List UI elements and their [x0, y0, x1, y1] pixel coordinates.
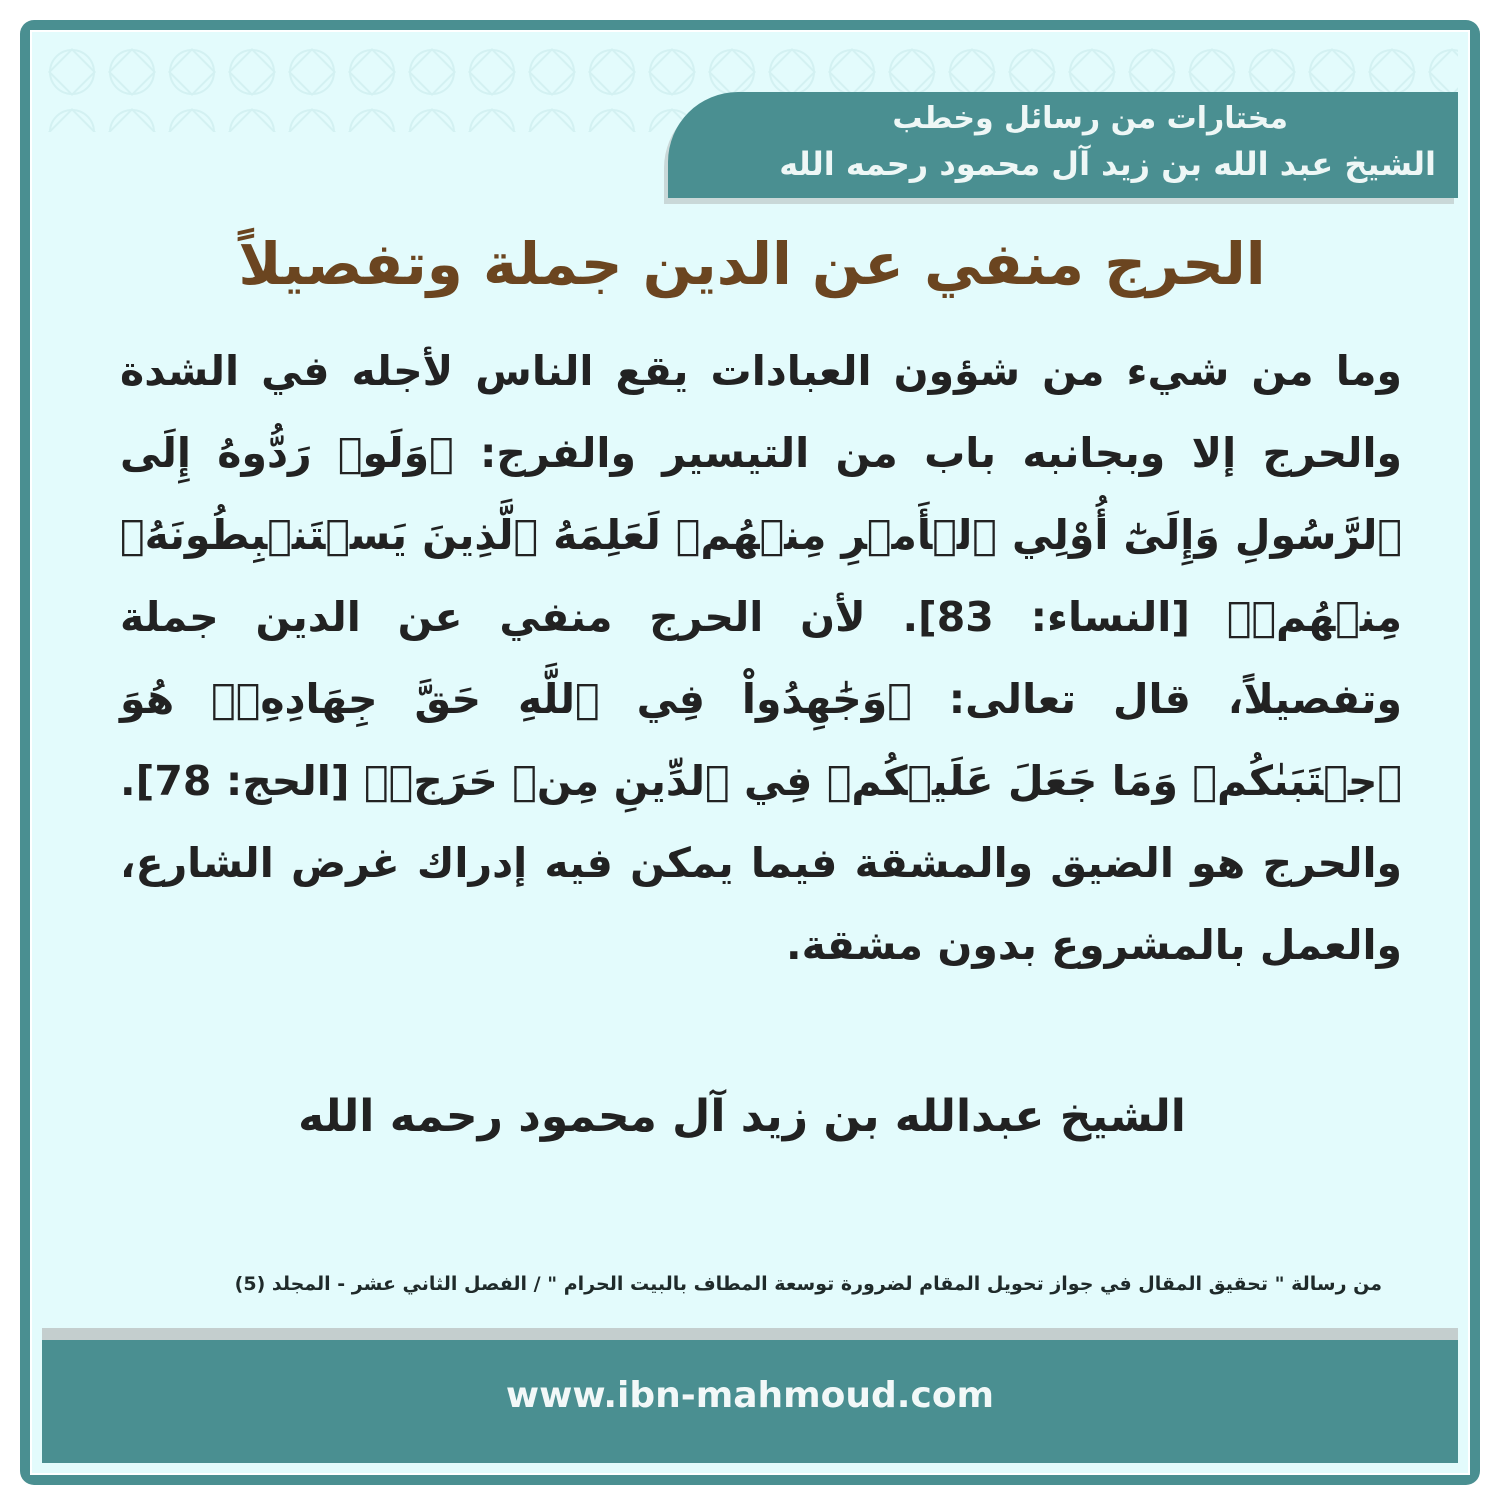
header-banner	[668, 92, 1458, 198]
page-title: الحرج منفي عن الدين جملة وتفصيلاً	[238, 230, 1266, 298]
website-link[interactable]: www.ibn-mahmoud.com	[505, 1375, 995, 1416]
header-subtitle: مختارات من رسائل وخطب	[892, 101, 1288, 136]
divider	[42, 1328, 1458, 1340]
source-citation: من رسالة " تحقيق المقال في جواز تحويل المقام لضرورة توسعة المطاف بالبيت الحرام " / الفصل الثاني عشر - المجلد (5)	[234, 1273, 1382, 1295]
card	[42, 42, 1458, 1463]
body-paragraph: وما من شيء من شؤون العبادات يقع الناس لأجله في الشدة والحرج إلا وبجانبه باب من التيسير والفرج: ﴿وَلَوۡ رَدُّوهُ إِلَى ٱلرَّسُولِ وَإِلَىٰٓ أُوْلِي ٱلۡأَمۡرِ مِنۡهُمۡ لَعَلِمَهُ ٱلَّذِينَ يَسۡتَنۢبِطُونَهُۥ مِنۡهُمۡ﴾ [النساء: 83]. لأن الحرج منفي عن الدين جملة وتفصيلاً، قال تعالى: ﴿وَجَٰهِدُواْ فِي ٱللَّهِ حَقَّ جِهَادِهِۦۚ هُوَ ٱجۡتَبَىٰكُمۡ وَمَا جَعَلَ عَلَيۡكُمۡ فِي ٱلدِّينِ مِنۡ حَرَجٖ﴾ [الحج: 78]. والحرج هو الضيق والمشقة فيما يمكن فيه إدراك غرض الشارع، والعمل بالمشروع بدون مشقة.	[120, 347, 1402, 969]
footer	[42, 1340, 1458, 1463]
header-author: الشيخ عبد الله بن زيد آل محمود رحمه الله	[779, 145, 1436, 183]
author-signature: الشيخ عبدالله بن زيد آل محمود رحمه الله	[298, 1091, 1186, 1142]
